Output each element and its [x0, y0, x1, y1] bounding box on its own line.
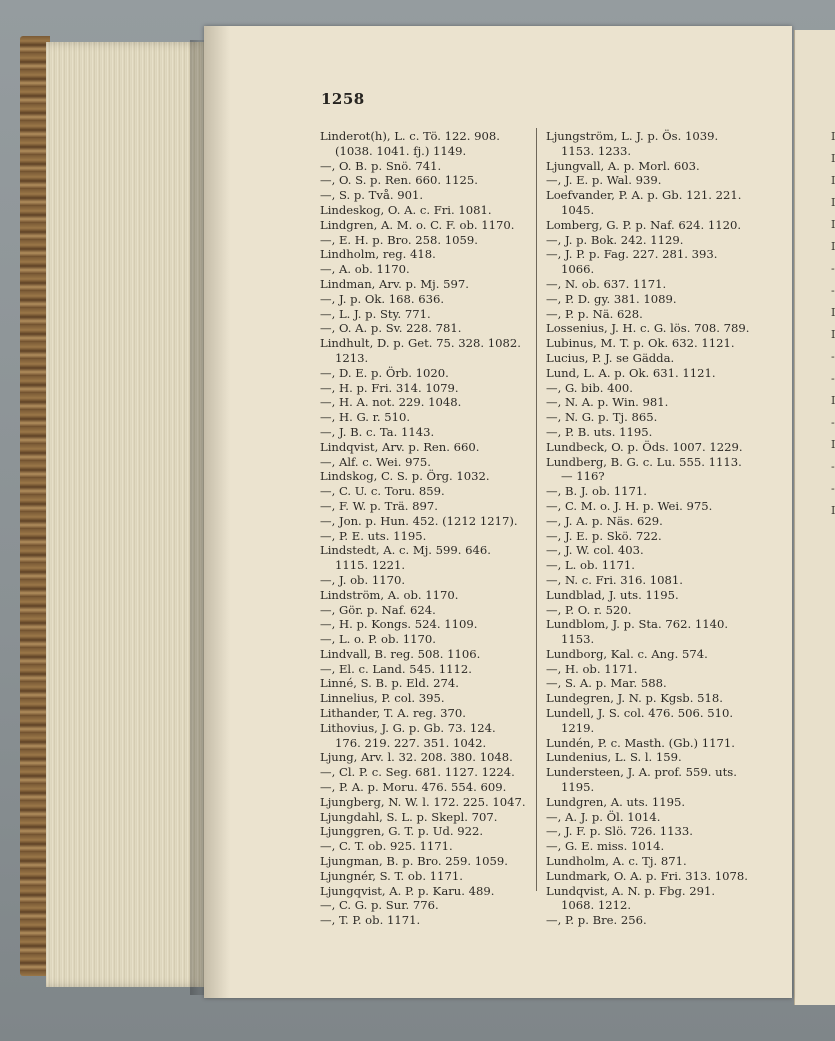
index-entry: —, N. G. p. Tj. 865.	[546, 410, 658, 425]
index-entry: —, P. O. r. 520.	[546, 602, 632, 617]
index-entry: Loefvander, P. A. p. Gb. 121. 221.	[546, 188, 742, 203]
index-entry: —, J. E. p. Skö. 722.	[546, 528, 662, 543]
index-entry: Lindström, A. ob. 1170.	[320, 587, 459, 602]
index-entry: 1115. 1221.	[335, 558, 406, 573]
index-entry: Lundblom, J. p. Sta. 762. 1140.	[546, 617, 729, 632]
page-stack	[46, 42, 206, 987]
index-entry: —, J. B. c. Ta. 1143.	[320, 424, 435, 439]
index-entry: —, G. bib. 400.	[546, 380, 633, 395]
index-entry: —, P. D. gy. 381. 1089.	[546, 291, 677, 306]
facing-page-fragment: -	[831, 284, 835, 297]
index-entry: —, J. ob. 1170.	[320, 572, 406, 587]
index-entry: —, N. c. Fri. 316. 1081.	[546, 572, 683, 587]
facing-page-fragment: I	[831, 240, 835, 253]
facing-page-fragment: -	[831, 482, 835, 495]
facing-page-fragment: -	[831, 350, 835, 363]
index-entry: —, P. p. Nä. 628.	[546, 306, 643, 321]
index-entry: Linderot(h), L. c. Tö. 122. 908.	[320, 129, 500, 143]
page-gutter-shadow	[204, 26, 230, 998]
index-entry: —, J. p. Bok. 242. 1129.	[546, 232, 684, 247]
index-entry: Lithovius, J. G. p. Gb. 73. 124.	[320, 720, 496, 735]
index-entry: —, J. P. p. Fag. 227. 281. 393.	[546, 247, 718, 262]
index-entry: —, N. A. p. Win. 981.	[546, 395, 669, 410]
index-entry: Lindeskog, O. A. c. Fri. 1081.	[320, 202, 492, 217]
index-entry: —, P. A. p. Moru. 476. 554. 609.	[320, 780, 507, 795]
index-entry: 1195.	[561, 780, 595, 795]
facing-page-fragment: I	[831, 218, 835, 231]
index-entry: Lubinus, M. T. p. Ok. 632. 1121.	[546, 336, 735, 351]
facing-page-fragment: I	[831, 328, 835, 341]
index-entry: —, L. ob. 1171.	[546, 558, 635, 573]
index-entry: —, O. A. p. Sv. 228. 781.	[320, 321, 462, 336]
index-entry: Lindgren, A. M. o. C. F. ob. 1170.	[320, 217, 515, 232]
index-entry: —, Jon. p. Hun. 452. (1212 1217).	[320, 513, 518, 528]
index-entry: — 116?	[561, 469, 605, 484]
facing-page-fragment: -	[831, 416, 835, 429]
index-entry: —, J. p. Ok. 168. 636.	[320, 291, 445, 306]
index-entry: 176. 219. 227. 351. 1042.	[335, 735, 487, 750]
facing-page-fragment: I	[831, 394, 835, 407]
index-entry: 1219.	[561, 720, 595, 735]
index-entry: —, C. M. o. J. H. p. Wei. 975.	[546, 498, 713, 513]
facing-page-fragment: -	[831, 262, 835, 275]
index-entry: Ljungnér, S. T. ob. 1171.	[320, 868, 463, 883]
facing-page-fragment: I	[831, 504, 835, 517]
index-entry: Lund, L. A. p. Ok. 631. 1121.	[546, 365, 716, 380]
facing-page-fragment: I	[831, 130, 835, 143]
index-entry: 1045.	[561, 202, 595, 217]
index-entry: —, O. S. p. Ren. 660. 1125.	[320, 173, 478, 188]
index-entry: Lundmark, O. A. p. Fri. 313. 1078.	[546, 868, 748, 883]
index-entry: Ljungberg, N. W. l. 172. 225. 1047.	[320, 794, 526, 809]
index-entry: Lundborg, Kal. c. Ang. 574.	[546, 646, 708, 661]
index-entry: Lundersteen, J. A. prof. 559. uts.	[546, 765, 737, 780]
index-entry: Lindvall, B. reg. 508. 1106.	[320, 646, 481, 661]
index-entry: —, Cl. P. c. Seg. 681. 1127. 1224.	[320, 765, 515, 780]
index-entry: (1038. 1041. fj.) 1149.	[335, 143, 467, 158]
index-entry: —, D. E. p. Örb. 1020.	[320, 365, 449, 380]
facing-page-fragment: I	[831, 196, 835, 209]
page-number: 1258	[321, 90, 365, 108]
index-entry: —, H. G. r. 510.	[320, 410, 411, 425]
index-entry: Ljungvall, A. p. Morl. 603.	[546, 158, 700, 173]
index-entry: —, O. B. p. Snö. 741.	[320, 158, 442, 173]
index-entry: Lundén, P. c. Masth. (Gb.) 1171.	[546, 735, 735, 750]
index-entry: Linné, S. B. p. Eld. 274.	[320, 676, 459, 691]
index-entry: Ljung, Arv. l. 32. 208. 380. 1048.	[320, 750, 513, 765]
facing-page-fragment: I	[831, 174, 835, 187]
facing-page-fragment: I	[831, 438, 835, 451]
index-entry: —, L. J. p. Sty. 771.	[320, 306, 431, 321]
index-entry: —, P. B. uts. 1195.	[546, 424, 653, 439]
index-entry: —, A. ob. 1170.	[320, 262, 410, 277]
index-entry: Lindstedt, A. c. Mj. 599. 646.	[320, 543, 491, 558]
index-entry: Lundholm, A. c. Tj. 871.	[546, 854, 687, 869]
index-entry: —, H. ob. 1171.	[546, 661, 638, 676]
index-entry: —, Alf. c. Wei. 975.	[320, 454, 431, 469]
index-entry: Lucius, P. J. se Gädda.	[546, 350, 675, 365]
index-entry: Ljunggren, G. T. p. Ud. 922.	[320, 824, 484, 839]
index-entry: —, S. p. Två. 901.	[320, 188, 424, 203]
index-entry: Lundell, J. S. col. 476. 506. 510.	[546, 706, 734, 721]
index-entry: —, C. G. p. Sur. 776.	[320, 898, 439, 913]
index-entry: —, F. W. p. Trä. 897.	[320, 498, 438, 513]
facing-page-fragment: -	[831, 372, 835, 385]
index-entry: Lundberg, B. G. c. Lu. 555. 1113.	[546, 454, 742, 469]
index-entry: Ljungdahl, S. L. p. Skepl. 707.	[320, 809, 498, 824]
index-entry: Lossenius, J. H. c. G. lös. 708. 789.	[546, 321, 750, 336]
index-entry: 1068. 1212.	[561, 898, 632, 913]
index-entry: Lundegren, J. N. p. Kgsb. 518.	[546, 691, 723, 706]
index-entry: —, J. A. p. Näs. 629.	[546, 513, 663, 528]
index-entry: —, P. E. uts. 1195.	[320, 528, 427, 543]
index-entry: Linnelius, P. col. 395.	[320, 691, 445, 706]
index-entry: Ljungström, L. J. p. Ös. 1039.	[546, 129, 719, 143]
index-entry: —, P. p. Bre. 256.	[546, 913, 647, 928]
index-entry: —, B. J. ob. 1171.	[546, 484, 647, 499]
index-entry: —, T. P. ob. 1171.	[320, 913, 421, 928]
index-entry: —, El. c. Land. 545. 1112.	[320, 661, 472, 676]
index-entry: —, J. F. p. Slö. 726. 1133.	[546, 824, 693, 839]
index-entry: Lindhult, D. p. Get. 75. 328. 1082.	[320, 336, 521, 351]
index-entry: —, A. J. p. Öl. 1014.	[546, 809, 661, 824]
index-entry: 1153.	[561, 632, 595, 647]
column-divider	[536, 128, 537, 891]
index-entry: Lundblad, J. uts. 1195.	[546, 587, 679, 602]
index-entry: Lindman, Arv. p. Mj. 597.	[320, 276, 469, 291]
index-entry: Ljungqvist, A. P. p. Karu. 489.	[320, 883, 495, 898]
index-entry: —, G. E. miss. 1014.	[546, 839, 665, 854]
index-entry: —, E. H. p. Bro. 258. 1059.	[320, 232, 478, 247]
index-entry: 1066.	[561, 262, 595, 277]
index-entry: —, H. p. Fri. 314. 1079.	[320, 380, 459, 395]
book-page	[204, 26, 792, 998]
facing-page-fragment: I	[831, 306, 835, 319]
index-column-left	[320, 129, 535, 928]
facing-page-fragment: -	[831, 460, 835, 473]
index-entry: —, J. W. col. 403.	[546, 543, 644, 558]
index-entry: Lundbeck, O. p. Öds. 1007. 1229.	[546, 439, 743, 454]
index-entry: —, N. ob. 637. 1171.	[546, 276, 667, 291]
index-entry: Lomberg, G. P. p. Naf. 624. 1120.	[546, 217, 742, 232]
index-entry: 1153. 1233.	[561, 143, 632, 158]
index-entry: —, Gör. p. Naf. 624.	[320, 602, 436, 617]
index-entry: —, S. A. p. Mar. 588.	[546, 676, 667, 691]
index-entry: Lindskog, C. S. p. Örg. 1032.	[320, 469, 490, 484]
index-entry: —, C. T. ob. 925. 1171.	[320, 839, 453, 854]
index-column-right	[546, 129, 761, 928]
index-entry: 1213.	[335, 350, 369, 365]
index-entry: Lundqvist, A. N. p. Fbg. 291.	[546, 883, 716, 898]
index-entry: —, H. p. Kongs. 524. 1109.	[320, 617, 478, 632]
index-entry: —, H. A. not. 229. 1048.	[320, 395, 462, 410]
index-entry: —, L. o. P. ob. 1170.	[320, 632, 436, 647]
index-entry: Lindholm, reg. 418.	[320, 247, 436, 262]
index-entry: Lindqvist, Arv. p. Ren. 660.	[320, 439, 480, 454]
index-entry: Lundgren, A. uts. 1195.	[546, 794, 686, 809]
index-entry: Lithander, T. A. reg. 370.	[320, 706, 466, 721]
index-entry: —, J. E. p. Wal. 939.	[546, 173, 662, 188]
index-entry: —, C. U. c. Toru. 859.	[320, 484, 445, 499]
index-entry: Ljungman, B. p. Bro. 259. 1059.	[320, 854, 508, 869]
index-entry: Lundenius, L. S. l. 159.	[546, 750, 682, 765]
facing-page-edge	[794, 30, 835, 1005]
facing-page-fragment: I	[831, 152, 835, 165]
